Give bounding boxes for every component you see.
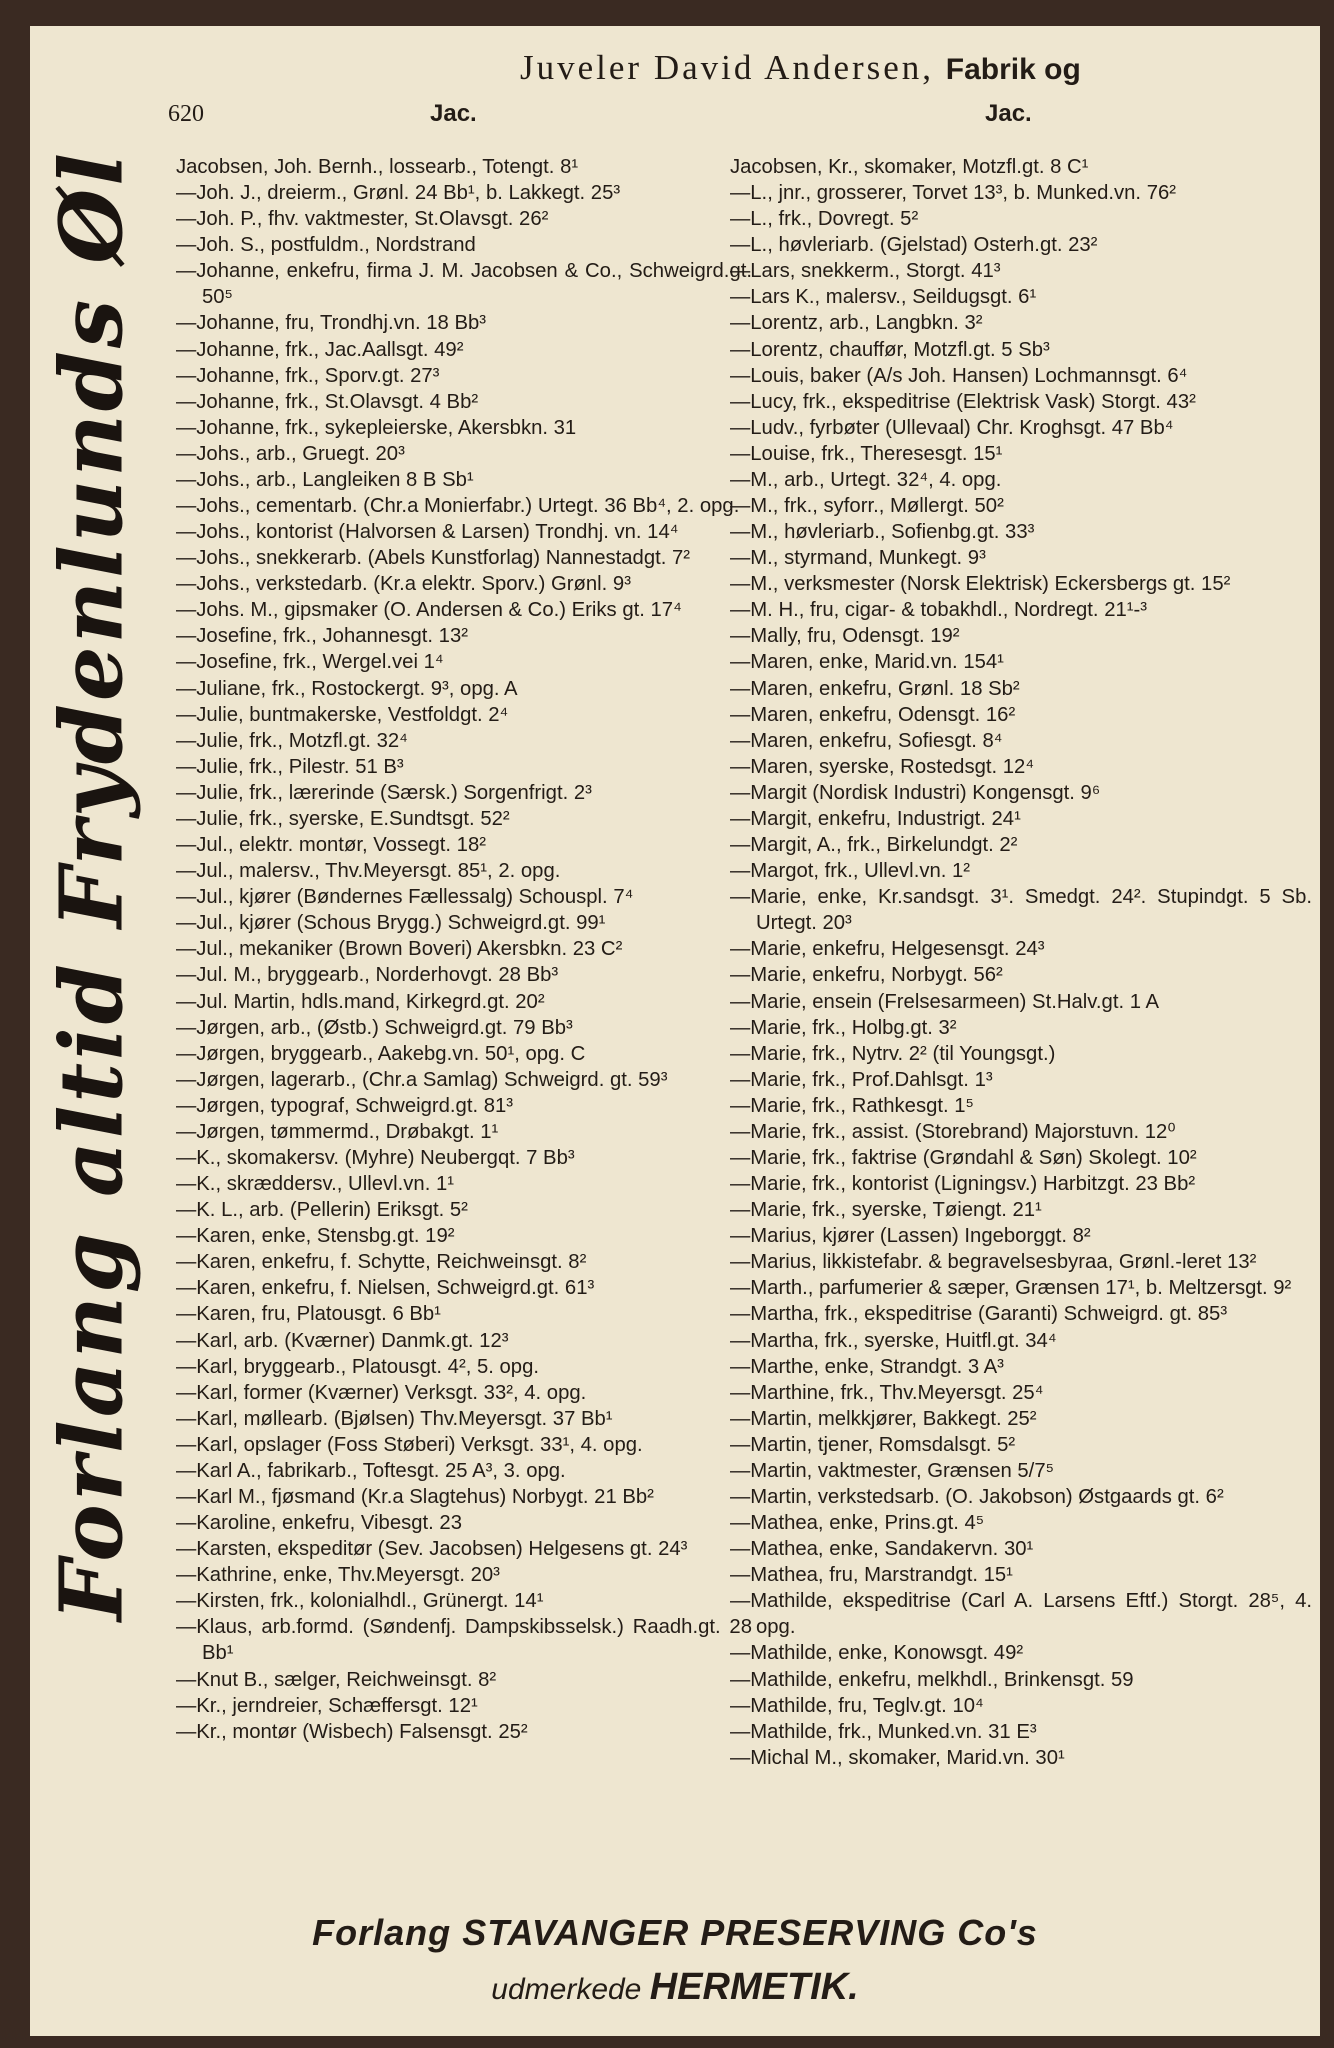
directory-entry: —Maren, enkefru, Odensgt. 16²: [730, 703, 1016, 726]
directory-entry: —Johanne, frk., sykepleierske, Akersbkn. 31: [176, 416, 577, 439]
directory-entry: —Jul., kjører (Schous Brygg.) Schweigrd.gt. 99¹: [176, 912, 606, 935]
directory-entry: —Michal M., skomaker, Marid.vn. 30¹: [730, 1746, 1065, 1769]
directory-entry: —Mathilde, ekspeditrise (Carl A. Larsens Eftf.) Storgt. 28⁵, 4. opg.: [730, 1590, 1312, 1639]
directory-entry: —Johs., cementarb. (Chr.a Monierfabr.) Urtegt. 36 Bb⁴, 2. opg.: [176, 495, 740, 518]
directory-entry: —L., jnr., grosserer, Torvet 13³, b. Munked.vn. 76²: [730, 182, 1177, 205]
directory-entry: —Louise, frk., Theresesgt. 15¹: [730, 442, 1003, 465]
directory-entry: —Martin, vaktmester, Grænsen 5/7⁵: [730, 1459, 1055, 1482]
directory-entry: —Karl M., fjøsmand (Kr.a Slagtehus) Norbygt. 21 Bb²: [176, 1485, 654, 1508]
directory-entry: —Johs., verkstedarb. (Kr.a elektr. Sporv.) Grønl. 9³: [176, 573, 631, 596]
directory-entry: —Julie, frk., Pilestr. 51 B³: [176, 755, 404, 778]
directory-entry: —Kr., jerndreier, Schæffersgt. 12¹: [176, 1694, 478, 1717]
top-ad-text: Juveler David Andersen,: [520, 48, 935, 87]
left-column: [176, 154, 752, 1745]
directory-entry: —Karl, former (Kværner) Verksgt. 33², 4. opg.: [176, 1381, 587, 1404]
directory-entry: —M. H., fru, cigar- & tobakhdl., Nordregt. 21¹-³: [730, 599, 1148, 622]
bottom-ad-brand: STAVANGER PRESERVING Co's: [462, 1912, 1038, 1953]
directory-entry: —Jørgen, arb., (Østb.) Schweigrd.gt. 79 Bb³: [176, 1016, 573, 1039]
directory-entry: —Jul. M., bryggearb., Norderhovgt. 28 Bb³: [176, 964, 559, 987]
directory-entry: —Karen, enkefru, f. Schytte, Reichweinsgt. 8²: [176, 1251, 587, 1274]
directory-entry: —Marthine, frk., Thv.Meyersgt. 25⁴: [730, 1381, 1044, 1404]
directory-entry: Jacobsen, Kr., skomaker, Motzfl.gt. 8 C¹: [730, 156, 1089, 178]
directory-entry: —Maren, enkefru, Sofiesgt. 8⁴: [730, 729, 1003, 752]
directory-entry: —Klaus, arb.formd. (Søndenfj. Dampskibsselsk.) Raadh.gt. 28 Bb¹: [176, 1616, 752, 1665]
directory-entry: —Marthe, enke, Strandgt. 3 A³: [730, 1355, 1004, 1378]
directory-entry: —Kathrine, enke, Thv.Meyersgt. 20³: [176, 1564, 500, 1587]
directory-entry: —Jørgen, lagerarb., (Chr.a Samlag) Schweigrd. gt. 59³: [176, 1068, 668, 1091]
directory-entry: —Karen, enkefru, f. Nielsen, Schweigrd.gt. 61³: [176, 1277, 595, 1300]
directory-entry: —Marie, frk., Prof.Dahlsgt. 1³: [730, 1068, 993, 1091]
directory-entry: —Jul., malersv., Thv.Meyersgt. 85¹, 2. opg.: [176, 860, 561, 883]
directory-entry: —Jul., kjører (Bøndernes Fællessalg) Schouspl. 7⁴: [176, 886, 634, 909]
directory-entry: —Jul., elektr. montør, Vossegt. 18²: [176, 834, 486, 857]
directory-entry: —Maren, syerske, Rostedsgt. 12⁴: [730, 755, 1035, 778]
bottom-ad-line2-prefix: udmerkede: [491, 1973, 642, 2006]
right-column-heading: Jac.: [985, 100, 1032, 127]
directory-entry: —Marius, kjører (Lassen) Ingeborggt. 8²: [730, 1225, 1091, 1248]
directory-entry: —Johs., snekkerarb. (Abels Kunstforlag) Nannestadgt. 7²: [176, 547, 691, 570]
directory-entry: —Karen, enke, Stensbg.gt. 19²: [176, 1225, 455, 1248]
directory-entry: —Mathea, enke, Prins.gt. 4⁵: [730, 1512, 985, 1535]
directory-entry: —Margit, enkefru, Industrigt. 24¹: [730, 807, 1021, 830]
directory-entry: —K. L., arb. (Pellerin) Eriksgt. 5²: [176, 1199, 468, 1222]
directory-entry: —Johs., arb., Langleiken 8 B Sb¹: [176, 468, 474, 491]
directory-entry: —Lars, snekkerm., Storgt. 41³: [730, 260, 1001, 283]
directory-entry: —L., frk., Dovregt. 5²: [730, 208, 919, 231]
directory-entry: —Lorentz, arb., Langbkn. 3²: [730, 312, 983, 335]
directory-entry: —Karsten, ekspeditør (Sev. Jacobsen) Helgesens gt. 24³: [176, 1538, 688, 1561]
directory-entry: —Joh. P., fhv. vaktmester, St.Olavsgt. 26²: [176, 208, 549, 231]
directory-entry: —Jørgen, bryggearb., Aakebg.vn. 50¹, opg. C: [176, 1042, 586, 1065]
directory-entry: —Marie, frk., Holbg.gt. 3²: [730, 1016, 957, 1039]
directory-entry: —Mathilde, frk., Munked.vn. 31 E³: [730, 1720, 1037, 1743]
directory-entry: —Mathea, enke, Sandakervn. 30¹: [730, 1538, 1034, 1561]
directory-entry: —Marie, frk., kontorist (Ligningsv.) Harbitzgt. 23 Bb²: [730, 1173, 1196, 1196]
directory-entry: —Marie, enkefru, Helgesensgt. 24³: [730, 938, 1045, 961]
directory-entry: —Karl, bryggearb., Platousgt. 4², 5. opg.: [176, 1355, 540, 1378]
directory-entry: Jacobsen, Joh. Bernh., lossearb., Totengt. 8¹: [176, 156, 579, 178]
directory-entry: —M., frk., syforr., Møllergt. 50²: [730, 495, 1004, 518]
directory-entry: —Lorentz, chauffør, Motzfl.gt. 5 Sb³: [730, 338, 1050, 361]
directory-entry: —Johanne, fru, Trondhj.vn. 18 Bb³: [176, 312, 487, 335]
directory-entry: —Karl A., fabrikarb., Toftesgt. 25 A³, 3. opg.: [176, 1459, 566, 1482]
directory-entry: —Karoline, enkefru, Vibesgt. 23: [176, 1512, 462, 1535]
directory-entry: —Lucy, frk., ekspeditrise (Elektrisk Vask) Storgt. 43²: [730, 390, 1196, 413]
directory-entry: —Marie, frk., assist. (Storebrand) Majorstuvn. 12⁰: [730, 1120, 1176, 1143]
page-number: 620: [168, 101, 204, 127]
directory-entry: —Joh. J., dreierm., Grønl. 24 Bb¹, b. Lakkegt. 25³: [176, 182, 621, 205]
directory-entry: —Karl, arb. (Kværner) Danmk.gt. 12³: [176, 1329, 509, 1352]
directory-entry: —Mathilde, enkefru, melkhdl., Brinkensgt. 59: [730, 1668, 1134, 1691]
directory-entry: —Jørgen, tømmermd., Drøbakgt. 1¹: [176, 1120, 499, 1143]
directory-entry: —M., arb., Urtegt. 32⁴, 4. opg.: [730, 468, 1002, 491]
directory-entry: —Jul. Martin, hdls.mand, Kirkegrd.gt. 20²: [176, 990, 545, 1013]
directory-entry: —K., skomakersv. (Myhre) Neubergqt. 7 Bb³: [176, 1146, 575, 1169]
directory-entry: —Marius, likkistefabr. & begravelsesbyraa, Grønl.-leret 13²: [730, 1251, 1257, 1274]
directory-entry: —Marth., parfumerier & sæper, Grænsen 17¹, b. Meltzersgt. 9²: [730, 1277, 1292, 1300]
directory-entry: —Martin, verkstedsarb. (O. Jakobson) Østgaards gt. 6²: [730, 1485, 1224, 1508]
bottom-advertisement-line2: [30, 1966, 1320, 2009]
directory-page: [30, 26, 1320, 2036]
directory-entry: —Kirsten, frk., kolonialhdl., Grünergt. 14¹: [176, 1590, 544, 1613]
directory-entry: —Margit (Nordisk Industri) Kongensgt. 9⁶: [730, 781, 1101, 804]
left-column-heading: Jac.: [430, 100, 477, 127]
directory-entry: —Mathilde, enke, Konowsgt. 49²: [730, 1642, 1024, 1665]
directory-entry: —Karl, opslager (Foss Støberi) Verksgt. 33¹, 4. opg.: [176, 1433, 643, 1456]
directory-entry: —Lars K., malersv., Seildugsgt. 6¹: [730, 286, 1037, 309]
directory-entry: —Jul., mekaniker (Brown Boveri) Akersbkn. 23 C²: [176, 938, 623, 961]
directory-entry: —L., høvleriarb. (Gjelstad) Osterh.gt. 23²: [730, 234, 1098, 257]
directory-entry: —Martha, frk., ekspeditrise (Garanti) Schweigrd. gt. 85³: [730, 1303, 1228, 1326]
directory-entry: —Johs. M., gipsmaker (O. Andersen & Co.) Eriks gt. 17⁴: [176, 599, 682, 622]
directory-entry: —Johanne, frk., St.Olavsgt. 4 Bb²: [176, 390, 479, 413]
bottom-advertisement-line1: [30, 1912, 1320, 1954]
directory-entry: —Johanne, frk., Sporv.gt. 27³: [176, 364, 440, 387]
directory-entry: —Martha, frk., syerske, Huitfl.gt. 34⁴: [730, 1329, 1057, 1352]
directory-entry: —Johs., arb., Gruegt. 20³: [176, 442, 405, 465]
directory-entry: —Julie, frk., Motzfl.gt. 32⁴: [176, 729, 408, 752]
directory-entry: —Marie, frk., syerske, Tøiengt. 21¹: [730, 1199, 1042, 1222]
directory-entry: —Julie, buntmakerske, Vestfoldgt. 2⁴: [176, 703, 509, 726]
directory-entry: —Knut B., sælger, Reichweinsgt. 8²: [176, 1668, 497, 1691]
bottom-ad-line2-bold: HERMETIK.: [649, 1966, 859, 2008]
top-ad-bold-text: Fabrik og: [945, 53, 1081, 86]
directory-entry: —Juliane, frk., Rostockergt. 9³, opg. A: [176, 677, 518, 700]
right-column: [730, 154, 1312, 1771]
directory-entry: —Marie, enkefru, Norbygt. 56²: [730, 964, 1003, 987]
bottom-ad-prefix: Forlang: [312, 1912, 452, 1953]
directory-entry: —Johs., kontorist (Halvorsen & Larsen) Trondhj. vn. 14⁴: [176, 521, 679, 544]
directory-entry: —K., skræddersv., Ullevl.vn. 1¹: [176, 1173, 454, 1196]
directory-entry: —Martin, tjener, Romsdalsgt. 5²: [730, 1433, 1016, 1456]
directory-entry: —Karen, fru, Platousgt. 6 Bb¹: [176, 1303, 441, 1326]
directory-entry: —Julie, frk., lærerinde (Særsk.) Sorgenfrigt. 2³: [176, 781, 592, 804]
directory-entry: —Louis, baker (A/s Joh. Hansen) Lochmannsgt. 6⁴: [730, 364, 1188, 387]
directory-entry: —Mathilde, fru, Teglv.gt. 10⁴: [730, 1694, 984, 1717]
directory-entry: —Marie, frk., faktrise (Grøndahl & Søn) Skolegt. 10²: [730, 1146, 1197, 1169]
directory-entry: —Marie, enke, Kr.sandsgt. 3¹. Smedgt. 24². Stupindgt. 5 Sb. Urtegt. 20³: [730, 886, 1312, 935]
directory-entry: —Ludv., fyrbøter (Ullevaal) Chr. Kroghsgt. 47 Bb⁴: [730, 416, 1174, 439]
directory-entry: —Mathea, fru, Marstrandgt. 15¹: [730, 1564, 1013, 1587]
directory-entry: —Marie, frk., Rathkesgt. 1⁵: [730, 1094, 974, 1117]
directory-entry: —M., styrmand, Munkegt. 9³: [730, 547, 986, 570]
directory-entry: —Margot, frk., Ullevl.vn. 1²: [730, 860, 971, 883]
directory-entry: —M., verksmester (Norsk Elektrisk) Eckersbergs gt. 15²: [730, 573, 1231, 596]
directory-entry: —Johanne, enkefru, firma J. M. Jacobsen & Co., Schweigrd.gt. 50⁵: [176, 260, 752, 309]
directory-entry: —Josefine, frk., Wergel.vei 1⁴: [176, 651, 444, 674]
directory-entry: —Karl, møllearb. (Bjølsen) Thv.Meyersgt. 37 Bb¹: [176, 1407, 613, 1430]
directory-entry: —Kr., montør (Wisbech) Falsensgt. 25²: [176, 1720, 528, 1743]
directory-entry: —Joh. S., postfuldm., Nordstrand: [176, 234, 476, 257]
directory-entry: —Mally, fru, Odensgt. 19²: [730, 625, 960, 648]
directory-entry: —Julie, frk., syerske, E.Sundtsgt. 52²: [176, 807, 510, 830]
side-advertisement: Forlang altid Frydenlunds Øl: [41, 150, 143, 1621]
directory-entry: —Margit, A., frk., Birkelundgt. 2²: [730, 834, 1018, 857]
directory-entry: —M., høvleriarb., Sofienbg.gt. 33³: [730, 521, 1035, 544]
top-advertisement: [520, 48, 1300, 88]
directory-entry: —Marie, frk., Nytrv. 2² (til Youngsgt.): [730, 1042, 1056, 1065]
directory-entry: —Maren, enke, Marid.vn. 154¹: [730, 651, 1004, 674]
directory-entry: —Marie, ensein (Frelsesarmeen) St.Halv.gt. 1 A: [730, 990, 1160, 1013]
directory-entry: —Josefine, frk., Johannesgt. 13²: [176, 625, 468, 648]
directory-entry: —Jørgen, typograf, Schweigrd.gt. 81³: [176, 1094, 514, 1117]
directory-entry: —Martin, melkkjører, Bakkegt. 25²: [730, 1407, 1037, 1430]
directory-entry: —Maren, enkefru, Grønl. 18 Sb²: [730, 677, 1020, 700]
directory-entry: —Johanne, frk., Jac.Aallsgt. 49²: [176, 338, 464, 361]
